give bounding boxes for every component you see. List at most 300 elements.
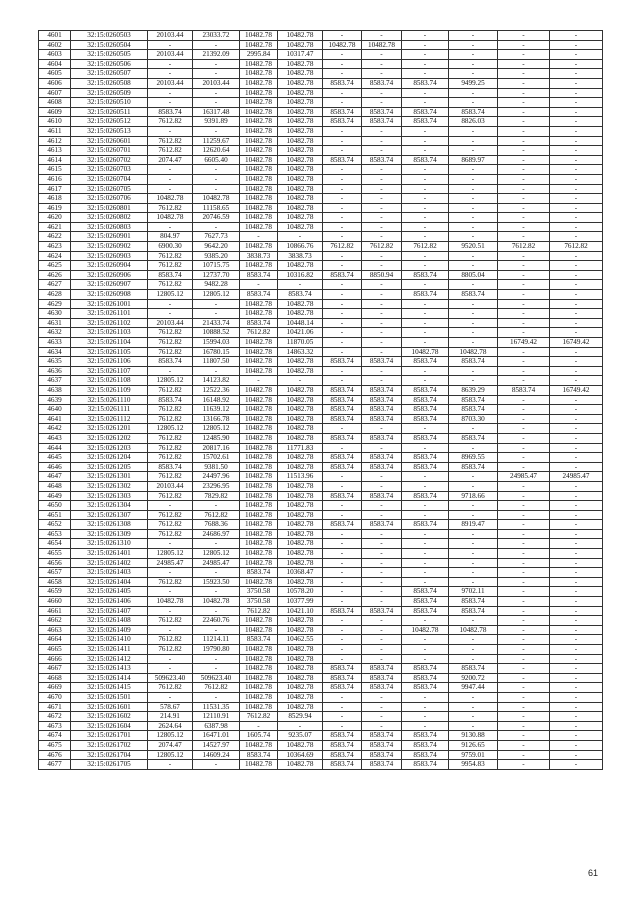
- table-cell: -: [362, 88, 402, 98]
- table-cell: -: [550, 213, 603, 223]
- table-cell: -: [550, 203, 603, 213]
- table-cell: 8583.74: [362, 395, 402, 405]
- table-cell: 14609.24: [193, 750, 240, 760]
- table-cell: 10421.10: [278, 606, 323, 616]
- table-cell: -: [402, 472, 449, 482]
- table-cell: -: [148, 760, 193, 770]
- table-cell: 8583.74: [402, 78, 449, 88]
- table-cell: 4621: [39, 222, 71, 232]
- table-cell: 32:15:0261409: [71, 625, 148, 635]
- table-cell: 9235.07: [278, 731, 323, 741]
- table-row: [39, 683, 603, 693]
- table-cell: -: [449, 366, 498, 376]
- table-cell: 32:15:0261102: [71, 318, 148, 328]
- table-cell: 32:15:0260510: [71, 98, 148, 108]
- table-row: [39, 577, 603, 587]
- table-cell: -: [449, 126, 498, 136]
- table-cell: 10482.78: [278, 395, 323, 405]
- table-cell: -: [498, 357, 550, 367]
- table-cell: -: [498, 184, 550, 194]
- table-cell: 10482.78: [278, 740, 323, 750]
- table-cell: -: [323, 510, 362, 520]
- table-cell: -: [550, 424, 603, 434]
- table-cell: -: [550, 69, 603, 79]
- table-cell: -: [362, 376, 402, 386]
- table-cell: 32:15:0261111: [71, 405, 148, 415]
- table-cell: -: [550, 587, 603, 597]
- table-cell: -: [402, 338, 449, 348]
- table-cell: 10482.78: [240, 136, 278, 146]
- table-row: [39, 69, 603, 79]
- table-cell: -: [402, 251, 449, 261]
- table-cell: -: [550, 501, 603, 511]
- table-row: [39, 635, 603, 645]
- table-cell: -: [498, 712, 550, 722]
- table-cell: 10462.55: [278, 635, 323, 645]
- table-row: [39, 299, 603, 309]
- table-cell: 8583.74: [323, 760, 362, 770]
- table-cell: -: [498, 443, 550, 453]
- table-cell: -: [550, 290, 603, 300]
- table-cell: 10482.78: [278, 88, 323, 98]
- table-cell: 24985.47: [148, 558, 193, 568]
- table-cell: -: [550, 616, 603, 626]
- table-cell: -: [148, 222, 193, 232]
- table-cell: 8583.74: [449, 664, 498, 674]
- table-cell: 10482.78: [240, 78, 278, 88]
- table-cell: -: [449, 616, 498, 626]
- table-cell: 11807.50: [193, 357, 240, 367]
- table-cell: 20746.59: [193, 213, 240, 223]
- table-cell: 32:15:0261411: [71, 645, 148, 655]
- table-cell: -: [323, 213, 362, 223]
- table-row: [39, 558, 603, 568]
- table-cell: 10715.75: [193, 261, 240, 271]
- table-cell: 4607: [39, 88, 71, 98]
- table-body: [39, 31, 603, 770]
- table-cell: -: [498, 395, 550, 405]
- table-cell: -: [498, 318, 550, 328]
- table-cell: 9947.44: [449, 683, 498, 693]
- table-cell: 32:15:0261202: [71, 433, 148, 443]
- table-cell: 4662: [39, 616, 71, 626]
- table-cell: 24686.97: [193, 529, 240, 539]
- table-cell: 8583.74: [148, 462, 193, 472]
- table-cell: -: [449, 481, 498, 491]
- table-cell: 7612.82: [148, 472, 193, 482]
- table-cell: 10482.78: [278, 453, 323, 463]
- table-cell: -: [362, 616, 402, 626]
- table-cell: 8583.74: [240, 270, 278, 280]
- table-cell: -: [550, 126, 603, 136]
- table-cell: 32:15:0260904: [71, 261, 148, 271]
- table-cell: 4651: [39, 510, 71, 520]
- table-cell: -: [449, 40, 498, 50]
- table-cell: 4650: [39, 501, 71, 511]
- table-cell: -: [323, 309, 362, 319]
- table-cell: -: [362, 645, 402, 655]
- table-cell: -: [498, 88, 550, 98]
- table-cell: 10482.78: [278, 683, 323, 693]
- table-cell: 4658: [39, 577, 71, 587]
- table-cell: 21433.74: [193, 318, 240, 328]
- table-cell: 14863.32: [278, 347, 323, 357]
- table-cell: -: [148, 40, 193, 50]
- table-row: [39, 414, 603, 424]
- table-cell: 10482.78: [449, 347, 498, 357]
- table-cell: -: [323, 587, 362, 597]
- table-cell: 8583.74: [362, 357, 402, 367]
- table-cell: 10482.78: [240, 203, 278, 213]
- table-cell: 8583.74: [323, 433, 362, 443]
- table-cell: -: [550, 481, 603, 491]
- table-cell: -: [362, 529, 402, 539]
- table-cell: 10482.78: [240, 433, 278, 443]
- table-cell: -: [449, 568, 498, 578]
- table-cell: 4673: [39, 721, 71, 731]
- table-cell: 32:15:0260701: [71, 146, 148, 156]
- table-row: [39, 232, 603, 242]
- table-cell: 22460.76: [193, 616, 240, 626]
- table-cell: -: [193, 664, 240, 674]
- table-cell: 8583.74: [498, 385, 550, 395]
- table-cell: 32:15:0260903: [71, 251, 148, 261]
- table-cell: -: [449, 702, 498, 712]
- table-cell: 10482.78: [278, 261, 323, 271]
- table-cell: 8583.74: [402, 606, 449, 616]
- table-cell: 4608: [39, 98, 71, 108]
- table-cell: -: [193, 587, 240, 597]
- table-cell: 8583.74: [362, 453, 402, 463]
- table-cell: -: [449, 261, 498, 271]
- table-cell: -: [449, 318, 498, 328]
- table-cell: -: [498, 635, 550, 645]
- table-row: [39, 645, 603, 655]
- table-cell: 8689.97: [449, 155, 498, 165]
- table-cell: 8583.74: [323, 673, 362, 683]
- table-cell: 3750.58: [240, 597, 278, 607]
- table-cell: -: [402, 194, 449, 204]
- table-cell: -: [550, 654, 603, 664]
- table-cell: -: [362, 338, 402, 348]
- table-cell: -: [449, 529, 498, 539]
- table-cell: 4633: [39, 338, 71, 348]
- table-cell: 10482.78: [278, 40, 323, 50]
- table-cell: 32:15:0261301: [71, 472, 148, 482]
- table-row: [39, 136, 603, 146]
- table-cell: 8583.74: [402, 740, 449, 750]
- table-cell: -: [449, 50, 498, 60]
- table-cell: -: [449, 510, 498, 520]
- table-cell: 4634: [39, 347, 71, 357]
- table-row: [39, 433, 603, 443]
- table-cell: 7612.82: [193, 683, 240, 693]
- table-cell: 32:15:0261304: [71, 501, 148, 511]
- table-cell: -: [323, 625, 362, 635]
- table-cell: 4666: [39, 654, 71, 664]
- table-cell: -: [402, 318, 449, 328]
- table-cell: -: [362, 587, 402, 597]
- table-cell: -: [323, 136, 362, 146]
- table-cell: 32:15:0261310: [71, 539, 148, 549]
- table-cell: 4639: [39, 395, 71, 405]
- table-row: [39, 347, 603, 357]
- table-cell: -: [323, 712, 362, 722]
- table-cell: -: [362, 299, 402, 309]
- table-cell: 4657: [39, 568, 71, 578]
- table-cell: -: [402, 654, 449, 664]
- table-cell: -: [550, 309, 603, 319]
- table-cell: -: [278, 232, 323, 242]
- table-cell: 8583.74: [362, 385, 402, 395]
- table-row: [39, 40, 603, 50]
- table-cell: -: [498, 31, 550, 41]
- table-cell: 10866.76: [278, 242, 323, 252]
- table-cell: 7612.82: [148, 577, 193, 587]
- table-cell: -: [498, 251, 550, 261]
- table-cell: 32:15:0260908: [71, 290, 148, 300]
- table-cell: 4610: [39, 117, 71, 127]
- table-row: [39, 242, 603, 252]
- table-cell: -: [449, 472, 498, 482]
- table-cell: -: [148, 664, 193, 674]
- table-row: [39, 59, 603, 69]
- table-cell: -: [193, 366, 240, 376]
- table-cell: -: [550, 117, 603, 127]
- table-cell: -: [193, 309, 240, 319]
- table-cell: 10482.78: [240, 126, 278, 136]
- table-cell: 4660: [39, 597, 71, 607]
- table-cell: 32:15:0260512: [71, 117, 148, 127]
- table-cell: 9385.20: [193, 251, 240, 261]
- table-cell: -: [402, 59, 449, 69]
- table-cell: -: [498, 481, 550, 491]
- table-cell: -: [362, 59, 402, 69]
- table-cell: 10482.78: [240, 414, 278, 424]
- table-cell: 8583.74: [402, 395, 449, 405]
- table-row: [39, 616, 603, 626]
- table-cell: 8703.30: [449, 414, 498, 424]
- table-cell: -: [402, 529, 449, 539]
- table-cell: 8583.74: [323, 520, 362, 530]
- table-cell: 12805.12: [148, 549, 193, 559]
- table-cell: -: [550, 165, 603, 175]
- table-cell: -: [402, 539, 449, 549]
- table-cell: -: [402, 165, 449, 175]
- table-cell: 10482.78: [278, 760, 323, 770]
- table-cell: 2624.64: [148, 721, 193, 731]
- table-cell: 8583.74: [402, 520, 449, 530]
- table-cell: 10482.78: [240, 309, 278, 319]
- table-cell: 8583.74: [362, 606, 402, 616]
- table-cell: 7612.82: [148, 385, 193, 395]
- table-cell: 10482.78: [278, 385, 323, 395]
- table-cell: 20817.16: [193, 443, 240, 453]
- table-cell: 20103.44: [148, 50, 193, 60]
- table-cell: 4654: [39, 539, 71, 549]
- table-cell: -: [402, 232, 449, 242]
- table-cell: -: [362, 347, 402, 357]
- table-cell: 32:15:0261308: [71, 520, 148, 530]
- table-cell: 10482.78: [278, 510, 323, 520]
- table-cell: 4648: [39, 481, 71, 491]
- table-cell: 8583.74: [278, 290, 323, 300]
- table-cell: 8583.74: [449, 462, 498, 472]
- table-row: [39, 750, 603, 760]
- table-cell: -: [362, 318, 402, 328]
- table-cell: 10482.78: [240, 213, 278, 223]
- table-cell: -: [193, 692, 240, 702]
- table-cell: 8639.29: [449, 385, 498, 395]
- table-cell: 10482.78: [240, 481, 278, 491]
- table-cell: -: [498, 740, 550, 750]
- table-cell: -: [402, 174, 449, 184]
- table-cell: 10482.78: [278, 529, 323, 539]
- table-row: [39, 98, 603, 108]
- table-cell: -: [449, 376, 498, 386]
- table-cell: 32:15:0260803: [71, 222, 148, 232]
- table-cell: 10482.78: [240, 40, 278, 50]
- table-cell: 32:15:0261112: [71, 414, 148, 424]
- table-cell: 11513.96: [278, 472, 323, 482]
- table-cell: 7612.82: [148, 453, 193, 463]
- table-cell: 4627: [39, 280, 71, 290]
- table-cell: 10482.78: [278, 664, 323, 674]
- table-cell: 10316.82: [278, 270, 323, 280]
- table-cell: -: [550, 645, 603, 655]
- table-cell: -: [498, 290, 550, 300]
- table-cell: -: [362, 50, 402, 60]
- table-cell: -: [550, 702, 603, 712]
- table-cell: 8583.74: [402, 107, 449, 117]
- table-cell: -: [498, 414, 550, 424]
- table-cell: -: [498, 203, 550, 213]
- table-cell: 12110.91: [193, 712, 240, 722]
- table-cell: -: [362, 174, 402, 184]
- table-cell: -: [148, 309, 193, 319]
- table-cell: 10482.78: [240, 577, 278, 587]
- table-cell: 4644: [39, 443, 71, 453]
- table-cell: 32:15:0261307: [71, 510, 148, 520]
- table-cell: -: [449, 136, 498, 146]
- table-cell: -: [550, 299, 603, 309]
- table-cell: 12805.12: [148, 290, 193, 300]
- table-cell: 10421.06: [278, 328, 323, 338]
- table-cell: -: [498, 568, 550, 578]
- table-cell: -: [498, 424, 550, 434]
- table-cell: -: [498, 366, 550, 376]
- table-cell: 9391.89: [193, 117, 240, 127]
- table-cell: 9718.66: [449, 491, 498, 501]
- table-row: [39, 366, 603, 376]
- table-cell: -: [323, 558, 362, 568]
- table-cell: 8583.74: [449, 107, 498, 117]
- table-cell: -: [449, 692, 498, 702]
- table-cell: 10482.78: [278, 625, 323, 635]
- table-cell: 32:15:0261414: [71, 673, 148, 683]
- table-cell: -: [193, 222, 240, 232]
- table-cell: 10482.78: [240, 242, 278, 252]
- table-cell: -: [449, 645, 498, 655]
- table-cell: 4626: [39, 270, 71, 280]
- table-cell: 4638: [39, 385, 71, 395]
- table-cell: 10482.78: [240, 645, 278, 655]
- table-row: [39, 88, 603, 98]
- table-cell: -: [550, 136, 603, 146]
- table-cell: 7829.82: [193, 491, 240, 501]
- table-row: [39, 731, 603, 741]
- table-cell: -: [498, 721, 550, 731]
- table-cell: 32:15:0260601: [71, 136, 148, 146]
- table-cell: -: [323, 338, 362, 348]
- table-cell: -: [498, 750, 550, 760]
- table-cell: -: [550, 31, 603, 41]
- table-cell: 32:15:0260802: [71, 213, 148, 223]
- table-cell: 7612.82: [550, 242, 603, 252]
- table-cell: -: [550, 328, 603, 338]
- table-cell: -: [498, 664, 550, 674]
- table-cell: 4649: [39, 491, 71, 501]
- table-cell: 32:15:0261406: [71, 597, 148, 607]
- table-cell: 32:15:0261602: [71, 712, 148, 722]
- table-cell: 4618: [39, 194, 71, 204]
- table-cell: 10482.78: [240, 155, 278, 165]
- table-cell: -: [323, 654, 362, 664]
- table-cell: -: [449, 338, 498, 348]
- table-cell: 4656: [39, 558, 71, 568]
- table-cell: 10482.78: [240, 520, 278, 530]
- table-cell: 10482.78: [278, 222, 323, 232]
- table-row: [39, 155, 603, 165]
- table-cell: -: [498, 731, 550, 741]
- table-cell: -: [498, 213, 550, 223]
- table-cell: -: [550, 558, 603, 568]
- table-cell: 8583.74: [323, 750, 362, 760]
- table-cell: 7688.36: [193, 520, 240, 530]
- table-cell: -: [323, 376, 362, 386]
- table-cell: 24497.96: [193, 472, 240, 482]
- table-cell: 7612.82: [148, 146, 193, 156]
- table-cell: 32:15:0260507: [71, 69, 148, 79]
- table-cell: -: [323, 165, 362, 175]
- table-cell: 8583.74: [402, 664, 449, 674]
- table-cell: -: [550, 184, 603, 194]
- table-cell: 4677: [39, 760, 71, 770]
- page-number: 61: [587, 868, 598, 878]
- table-row: [39, 280, 603, 290]
- table-cell: 4667: [39, 664, 71, 674]
- table-cell: 4605: [39, 69, 71, 79]
- table-cell: -: [362, 261, 402, 271]
- table-cell: 32:15:0261407: [71, 606, 148, 616]
- table-cell: 12805.12: [193, 549, 240, 559]
- table-cell: -: [498, 520, 550, 530]
- table-row: [39, 462, 603, 472]
- table-cell: 8583.74: [323, 117, 362, 127]
- table-cell: 8583.74: [323, 664, 362, 674]
- table-cell: 7612.82: [148, 328, 193, 338]
- table-cell: -: [449, 558, 498, 568]
- table-cell: 10482.78: [240, 462, 278, 472]
- table-cell: 8583.74: [323, 385, 362, 395]
- table-cell: -: [449, 299, 498, 309]
- table-cell: -: [498, 309, 550, 319]
- table-cell: 7612.82: [498, 242, 550, 252]
- table-cell: -: [550, 549, 603, 559]
- table-cell: -: [362, 568, 402, 578]
- table-cell: 10482.78: [240, 760, 278, 770]
- table-cell: 8583.74: [449, 395, 498, 405]
